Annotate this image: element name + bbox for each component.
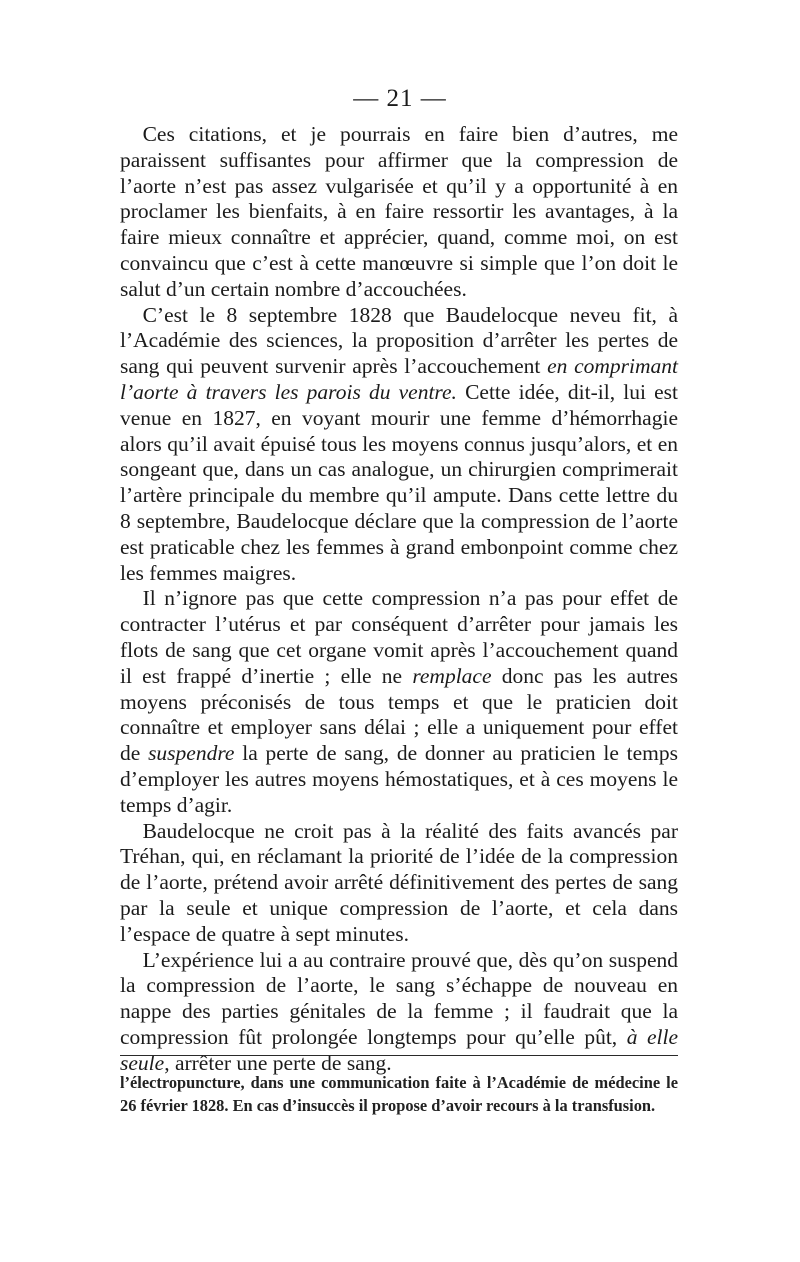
paragraph: [120, 586, 678, 818]
text-segment: Il n’ignore pas que cette compression n’a pas pour effet de contracter l’utérus et par conséquent d’arrêter pour jamais les flots de sang que cet organe vomit après l’accouchement quand il est frappé d’inertie ; elle ne: [120, 586, 678, 688]
text-segment: la perte de sang, de donner au praticien le temps d’employer les autres moyens hémostatiques, et à ces moyens le temps d’agir.: [120, 741, 678, 817]
text-segment: C’est le 8 septembre 1828 que Baudelocque neveu fit, à l’Académie des sciences, la proposition d’arrêter les pertes de sang qui peuvent survenir après l’accouchement: [120, 302, 678, 379]
page-number: — 21 —: [353, 85, 447, 112]
paragraph: [120, 122, 678, 303]
footnote-text: l’électropuncture, dans une communication faite à l’Académie de médecine le 26 février 1828. En cas d’insuccès il propose d’avoir recours à la transfusion.: [120, 1073, 678, 1115]
text-segment: Baudelocque ne croit pas à la réalité des faits avancés par Tréhan, qui, en réclamant la priorité de l’idée de la compression de l’aorte, prétend avoir arrêté définitivement des pertes de sang par la seule et unique compression de l’aorte, et cela dans l’espace de quatre à sept minutes.: [120, 818, 678, 946]
body-text: [120, 122, 678, 1076]
italic-segment: suspendre: [148, 741, 235, 766]
paragraph: [120, 819, 678, 948]
text-segment: , arrêter une perte de sang.: [164, 1050, 392, 1075]
text-segment: L’expérience lui a au contraire prouvé que, dès qu’on suspend la compression de l’aorte, le sang s’échappe de nouveau en nappe des parties génitales de la femme ; il faudrait que la compression fût prolongée longtemps pour qu’elle pût,: [120, 947, 678, 1049]
text-segment: donc pas les autres moyens préconisés de tous temps et que le praticien doit connaître et employer sans délai ; elle a uniquement pour effet de: [120, 663, 679, 766]
paragraph: [120, 303, 678, 587]
footnote: [120, 1072, 678, 1117]
italic-segment: en comprimant l’aorte à travers les parois du ventre.: [120, 354, 679, 404]
italic-segment: à elle seule: [120, 1024, 678, 1075]
text-segment: Ces citations, et je pourrais en faire bien d’autres, me paraissent suffisantes pour affirmer que la compression de l’aorte n’est pas assez vulgarisée et qu’il y a opportunité à en proclamer les bienfaits, à en faire ressortir les avantages, à la faire mieux connaître et apprécier, quand, comme moi, on est convaincu que c’est à cette manœuvre si simple que l’on doit le salut d’un certain nombre d’accouchées.: [120, 122, 678, 301]
paragraph: [120, 948, 678, 1077]
italic-segment: remplace: [412, 663, 492, 688]
footnote-divider: [120, 1055, 678, 1056]
text-segment: Cette idée, dit-il, lui est venue en 1827, en voyant mourir une femme d’hémorrhagie alors qu’il avait épuisé tous les moyens connus jusqu’alors, et en songeant que, dans un cas analogue, un chirurgien comprimerait l’artère principale du membre qu’il ampute. Dans cette lettre du 8 septembre, Baudelocque déclare que la compression de l’aorte est praticable chez les femmes à grand embonpoint comme chez les femmes maigres.: [120, 379, 678, 585]
